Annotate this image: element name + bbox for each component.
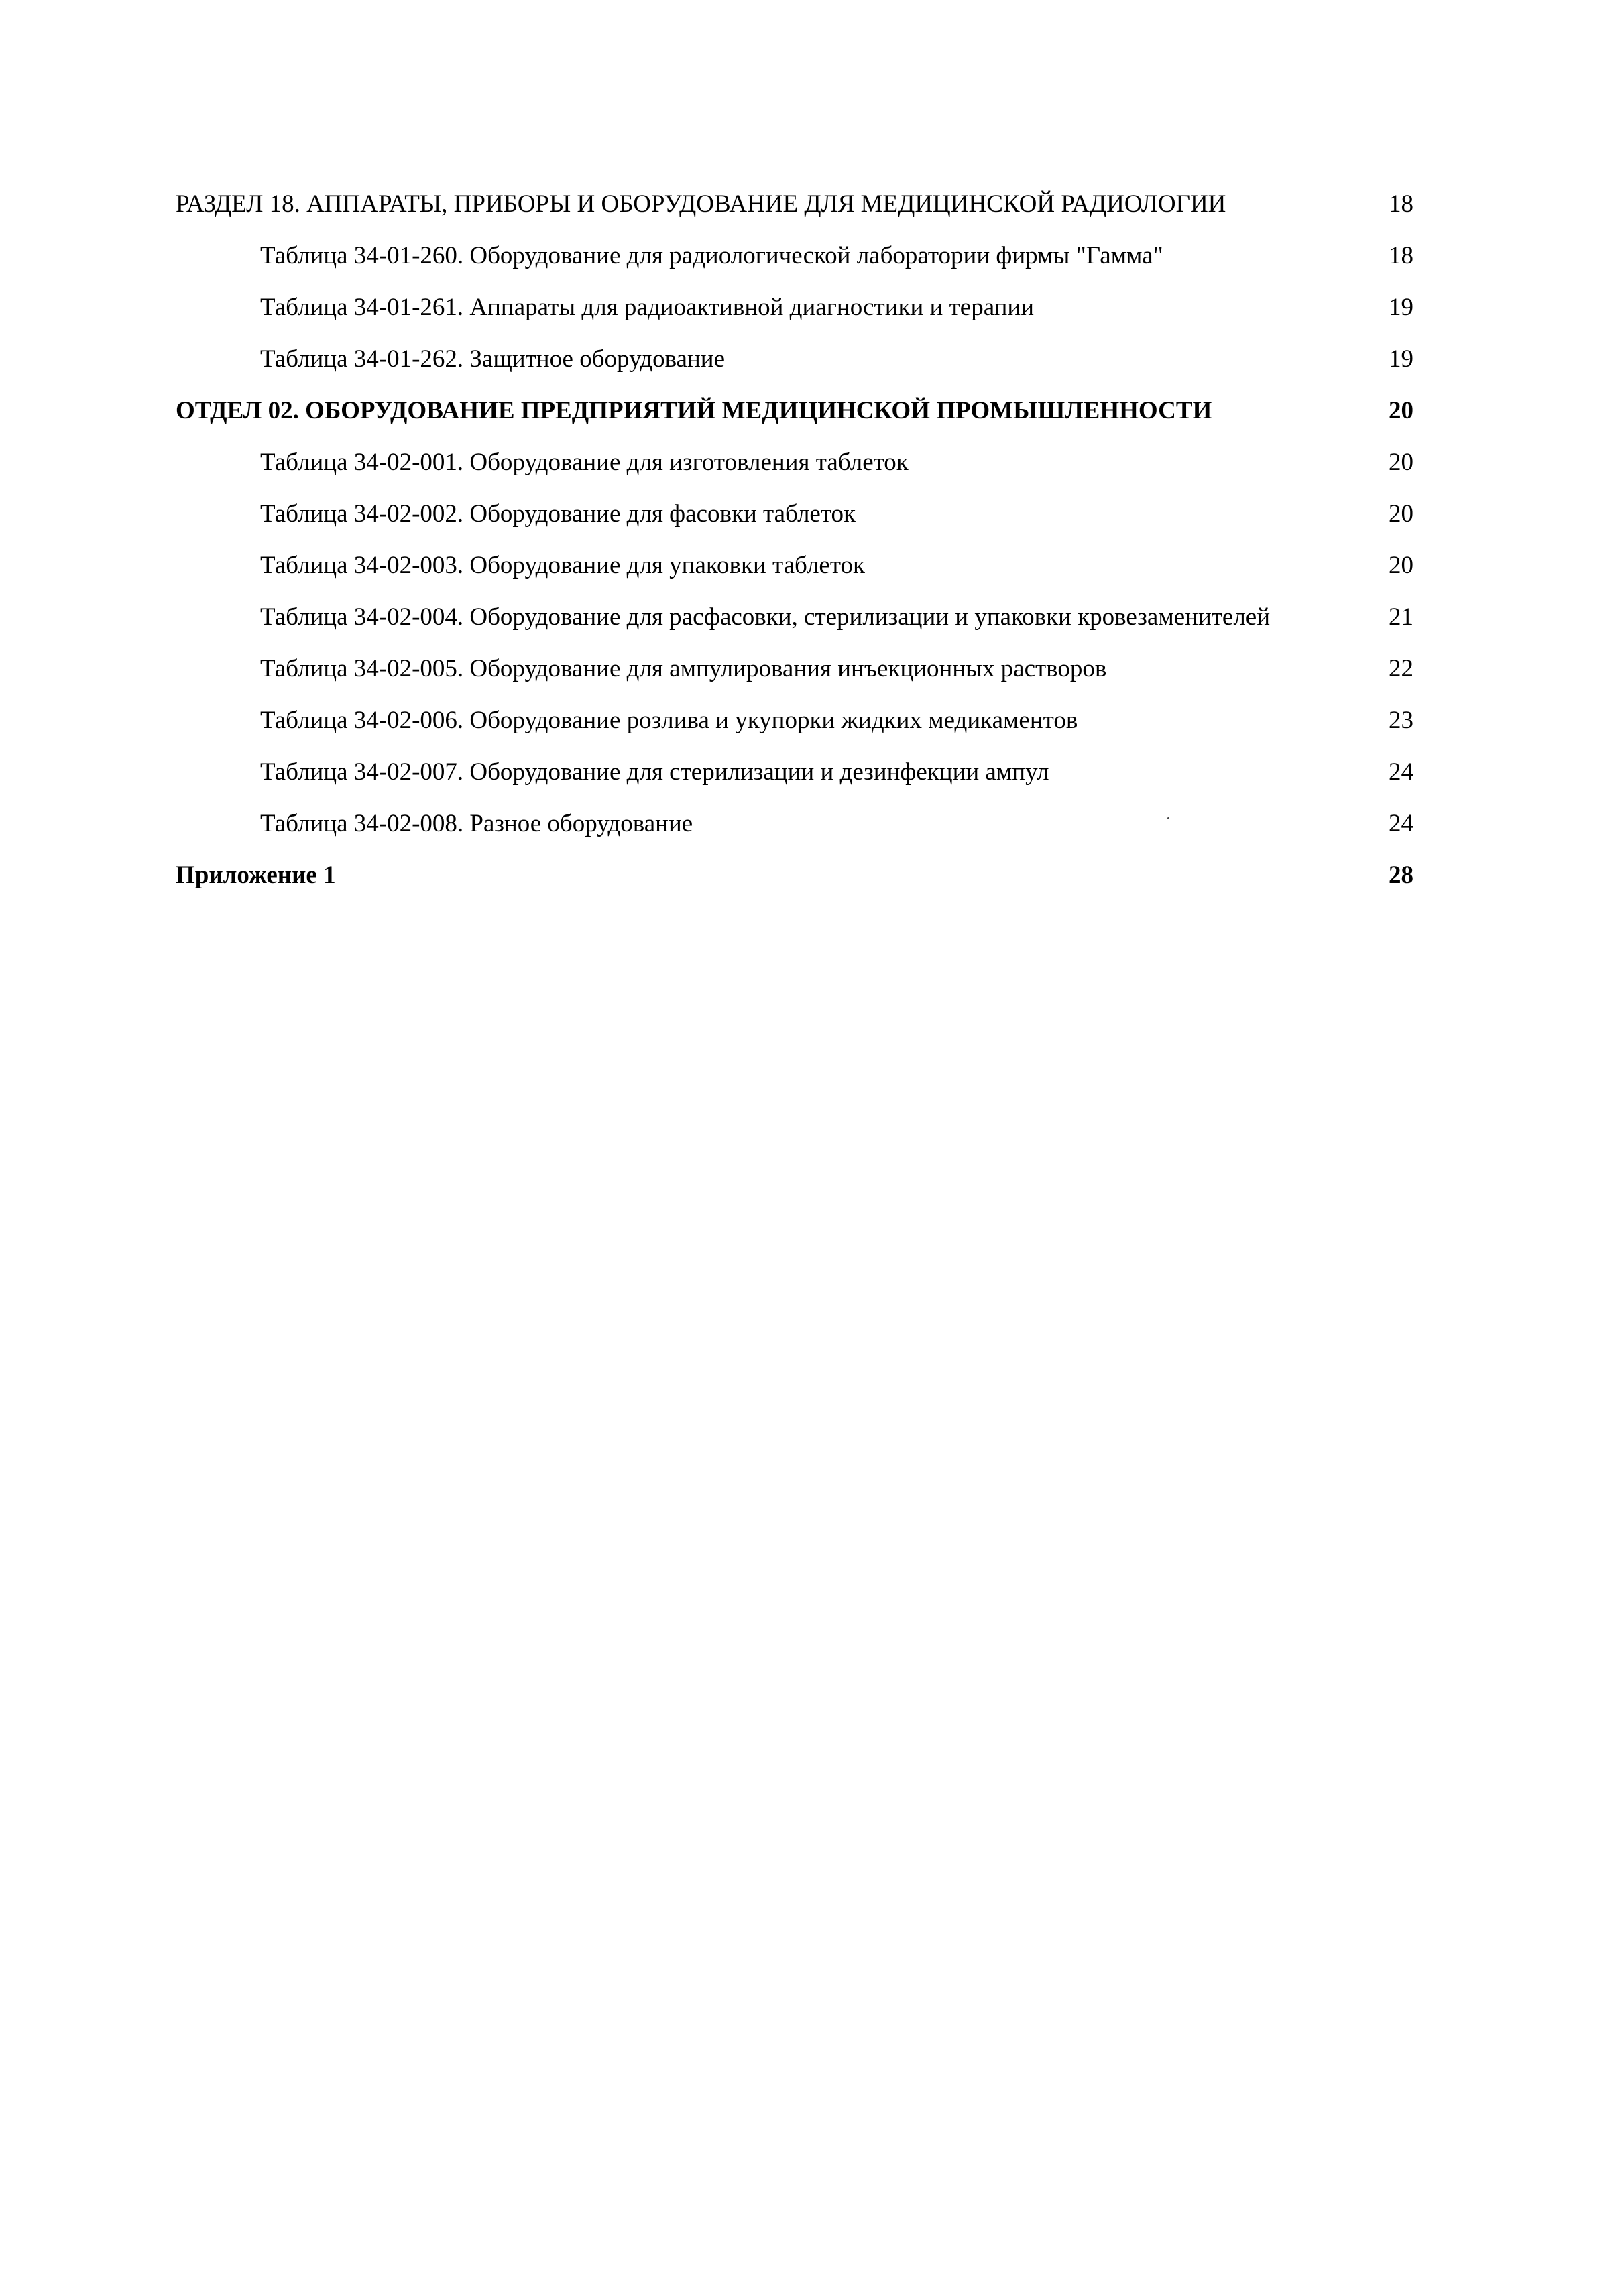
toc-entry-page: 20 — [1389, 500, 1413, 528]
toc-entry-title: Таблица 34-02-001. Оборудование для изготовления таблеток — [260, 448, 909, 476]
toc-entry-table-34-02-002[interactable] — [176, 497, 1413, 531]
toc-entry-title: Таблица 34-02-008. Разное оборудование — [260, 810, 693, 837]
toc-entry-page: 18 — [1389, 242, 1413, 269]
toc-entry-page: 20 — [1389, 552, 1413, 579]
toc-entry-title: Таблица 34-02-006. Оборудование розлива и укупорки жидких медикаментов — [260, 707, 1078, 734]
toc-entry-table-34-02-005[interactable] — [176, 652, 1413, 686]
toc-entry-title: Приложение 1 — [176, 861, 336, 889]
toc-entry-title: ОТДЕЛ 02. ОБОРУДОВАНИЕ ПРЕДПРИЯТИЙ МЕДИЦИНСКОЙ ПРОМЫШЛЕННОСТИ — [176, 397, 1212, 424]
toc-entry-page: 21 — [1389, 603, 1413, 631]
toc-entry-title: Таблица 34-02-004. Оборудование для расфасовки, стерилизации и упаковки кровезаменителей — [260, 603, 1271, 631]
toc-entry-table-34-02-006[interactable] — [176, 704, 1413, 737]
toc-entry-page: 23 — [1389, 707, 1413, 734]
toc-entry-title: Таблица 34-01-260. Оборудование для радиологической лаборатории фирмы "Гамма" — [260, 242, 1163, 269]
toc-entry-page: 22 — [1389, 655, 1413, 682]
table-of-contents — [176, 188, 1413, 892]
toc-entry-page: 20 — [1389, 448, 1413, 476]
toc-entry-section-18[interactable] — [176, 188, 1413, 221]
toc-entry-title: Таблица 34-01-261. Аппараты для радиоактивной диагностики и терапии — [260, 294, 1035, 321]
toc-entry-table-34-02-007[interactable] — [176, 756, 1413, 789]
toc-entry-table-34-02-008[interactable] — [176, 807, 1413, 841]
toc-entry-table-34-01-260[interactable] — [176, 239, 1413, 273]
toc-entry-page: 18 — [1389, 190, 1413, 218]
toc-entry-table-34-02-001[interactable] — [176, 446, 1413, 479]
toc-entry-title: РАЗДЕЛ 18. АППАРАТЫ, ПРИБОРЫ И ОБОРУДОВАНИЕ ДЛЯ МЕДИЦИНСКОЙ РАДИОЛОГИИ — [176, 190, 1226, 218]
toc-entry-title: Таблица 34-02-007. Оборудование для стерилизации и дезинфекции ампул — [260, 758, 1049, 786]
toc-entry-title: Таблица 34-02-002. Оборудование для фасовки таблеток — [260, 500, 856, 528]
toc-entry-table-34-02-004[interactable] — [176, 601, 1413, 634]
toc-entry-page: 20 — [1389, 397, 1413, 424]
toc-entry-appendix-1[interactable] — [176, 859, 1413, 892]
toc-entry-table-34-01-262[interactable] — [176, 343, 1413, 376]
toc-entry-page: 28 — [1389, 861, 1413, 889]
toc-entry-page: 19 — [1389, 294, 1413, 321]
toc-entry-page: 24 — [1389, 758, 1413, 786]
toc-entry-page: 19 — [1389, 345, 1413, 373]
toc-entry-page: 24 — [1389, 810, 1413, 837]
toc-entry-department-02[interactable] — [176, 394, 1413, 428]
toc-entry-table-34-01-261[interactable] — [176, 291, 1413, 324]
toc-entry-title: Таблица 34-02-005. Оборудование для ампулирования инъекционных растворов — [260, 655, 1107, 682]
toc-entry-title: Таблица 34-01-262. Защитное оборудование — [260, 345, 725, 373]
toc-entry-title: Таблица 34-02-003. Оборудование для упаковки таблеток — [260, 552, 865, 579]
toc-entry-table-34-02-003[interactable] — [176, 549, 1413, 583]
scan-speck — [1167, 817, 1169, 819]
